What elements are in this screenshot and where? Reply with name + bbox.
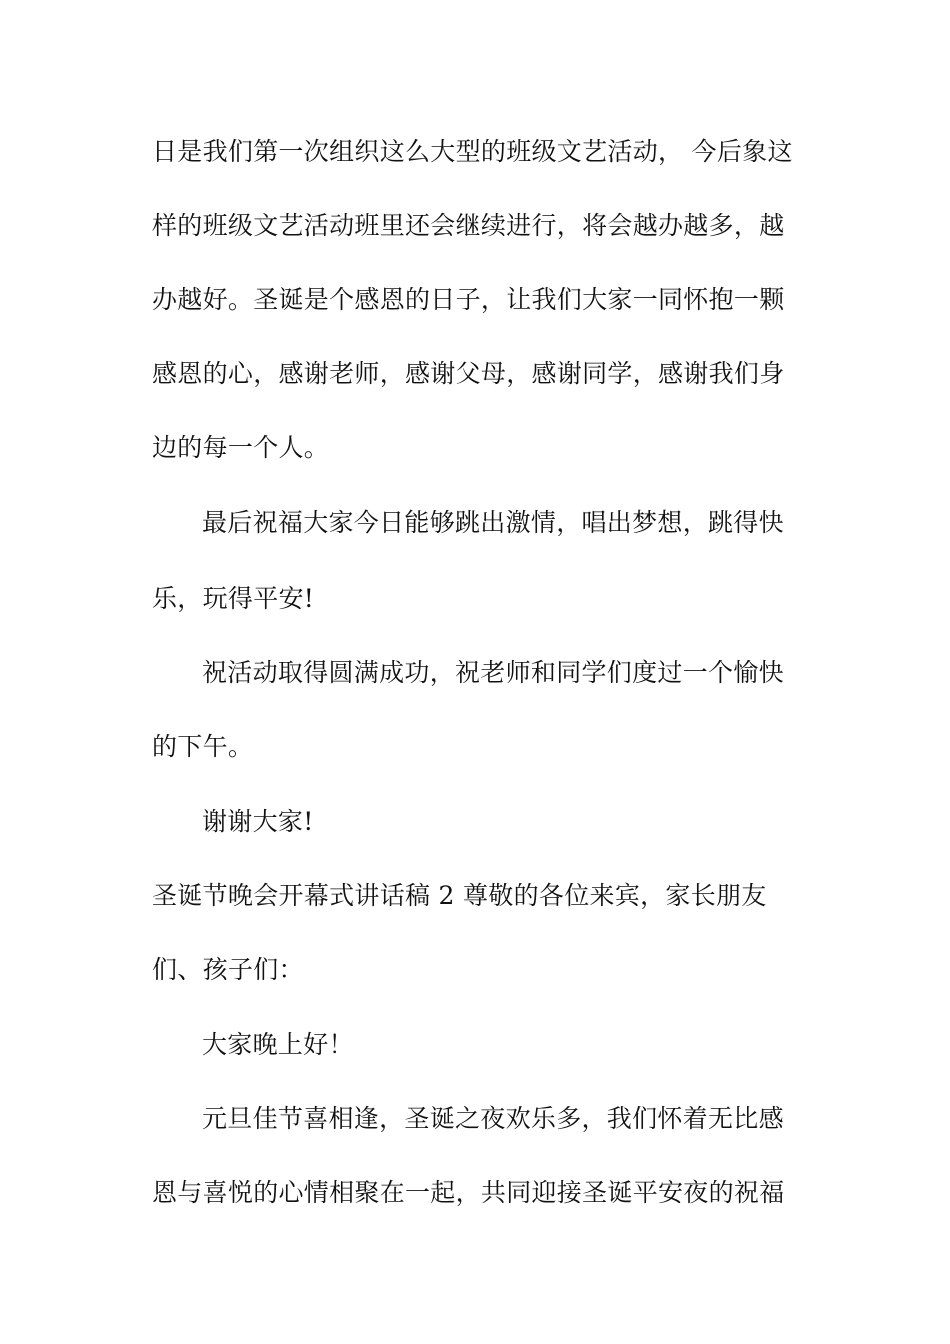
text-line-11: 圣诞节晚会开幕式讲话稿 2 尊敬的各位来宾，家长朋友 bbox=[152, 881, 767, 910]
text-line-9: 的下午。 bbox=[152, 732, 254, 761]
text-line-2: 样的班级文艺活动班里还会继续进行，将会越办越多，越 bbox=[152, 211, 785, 240]
text-line-3: 办越好。圣诞是个感恩的日子，让我们大家一同怀抱一颗 bbox=[152, 285, 785, 314]
text-line-10: 谢谢大家! bbox=[202, 807, 314, 836]
text-line-14: 元旦佳节喜相逢，圣诞之夜欢乐多，我们怀着无比感 bbox=[202, 1104, 784, 1133]
text-line-7: 乐，玩得平安! bbox=[152, 584, 315, 613]
text-line-12: 们、孩子们： bbox=[152, 955, 304, 984]
text-line-6: 最后祝福大家今日能够跳出激情，唱出梦想，跳得快 bbox=[202, 508, 784, 537]
text-line-4: 感恩的心，感谢老师，感谢父母，感谢同学，感谢我们身 bbox=[152, 359, 785, 388]
text-line-15: 恩与喜悦的心情相聚在一起，共同迎接圣诞平安夜的祝福 bbox=[152, 1178, 785, 1207]
text-line-5: 边的每一个人。 bbox=[152, 433, 330, 462]
text-line-13: 大家晚上好！ bbox=[202, 1030, 354, 1059]
text-line-1: 日是我们第一次组织这么大型的班级文艺活动， 今后象这 bbox=[152, 137, 793, 166]
text-line-8: 祝活动取得圆满成功，祝老师和同学们度过一个愉快 bbox=[202, 658, 784, 687]
